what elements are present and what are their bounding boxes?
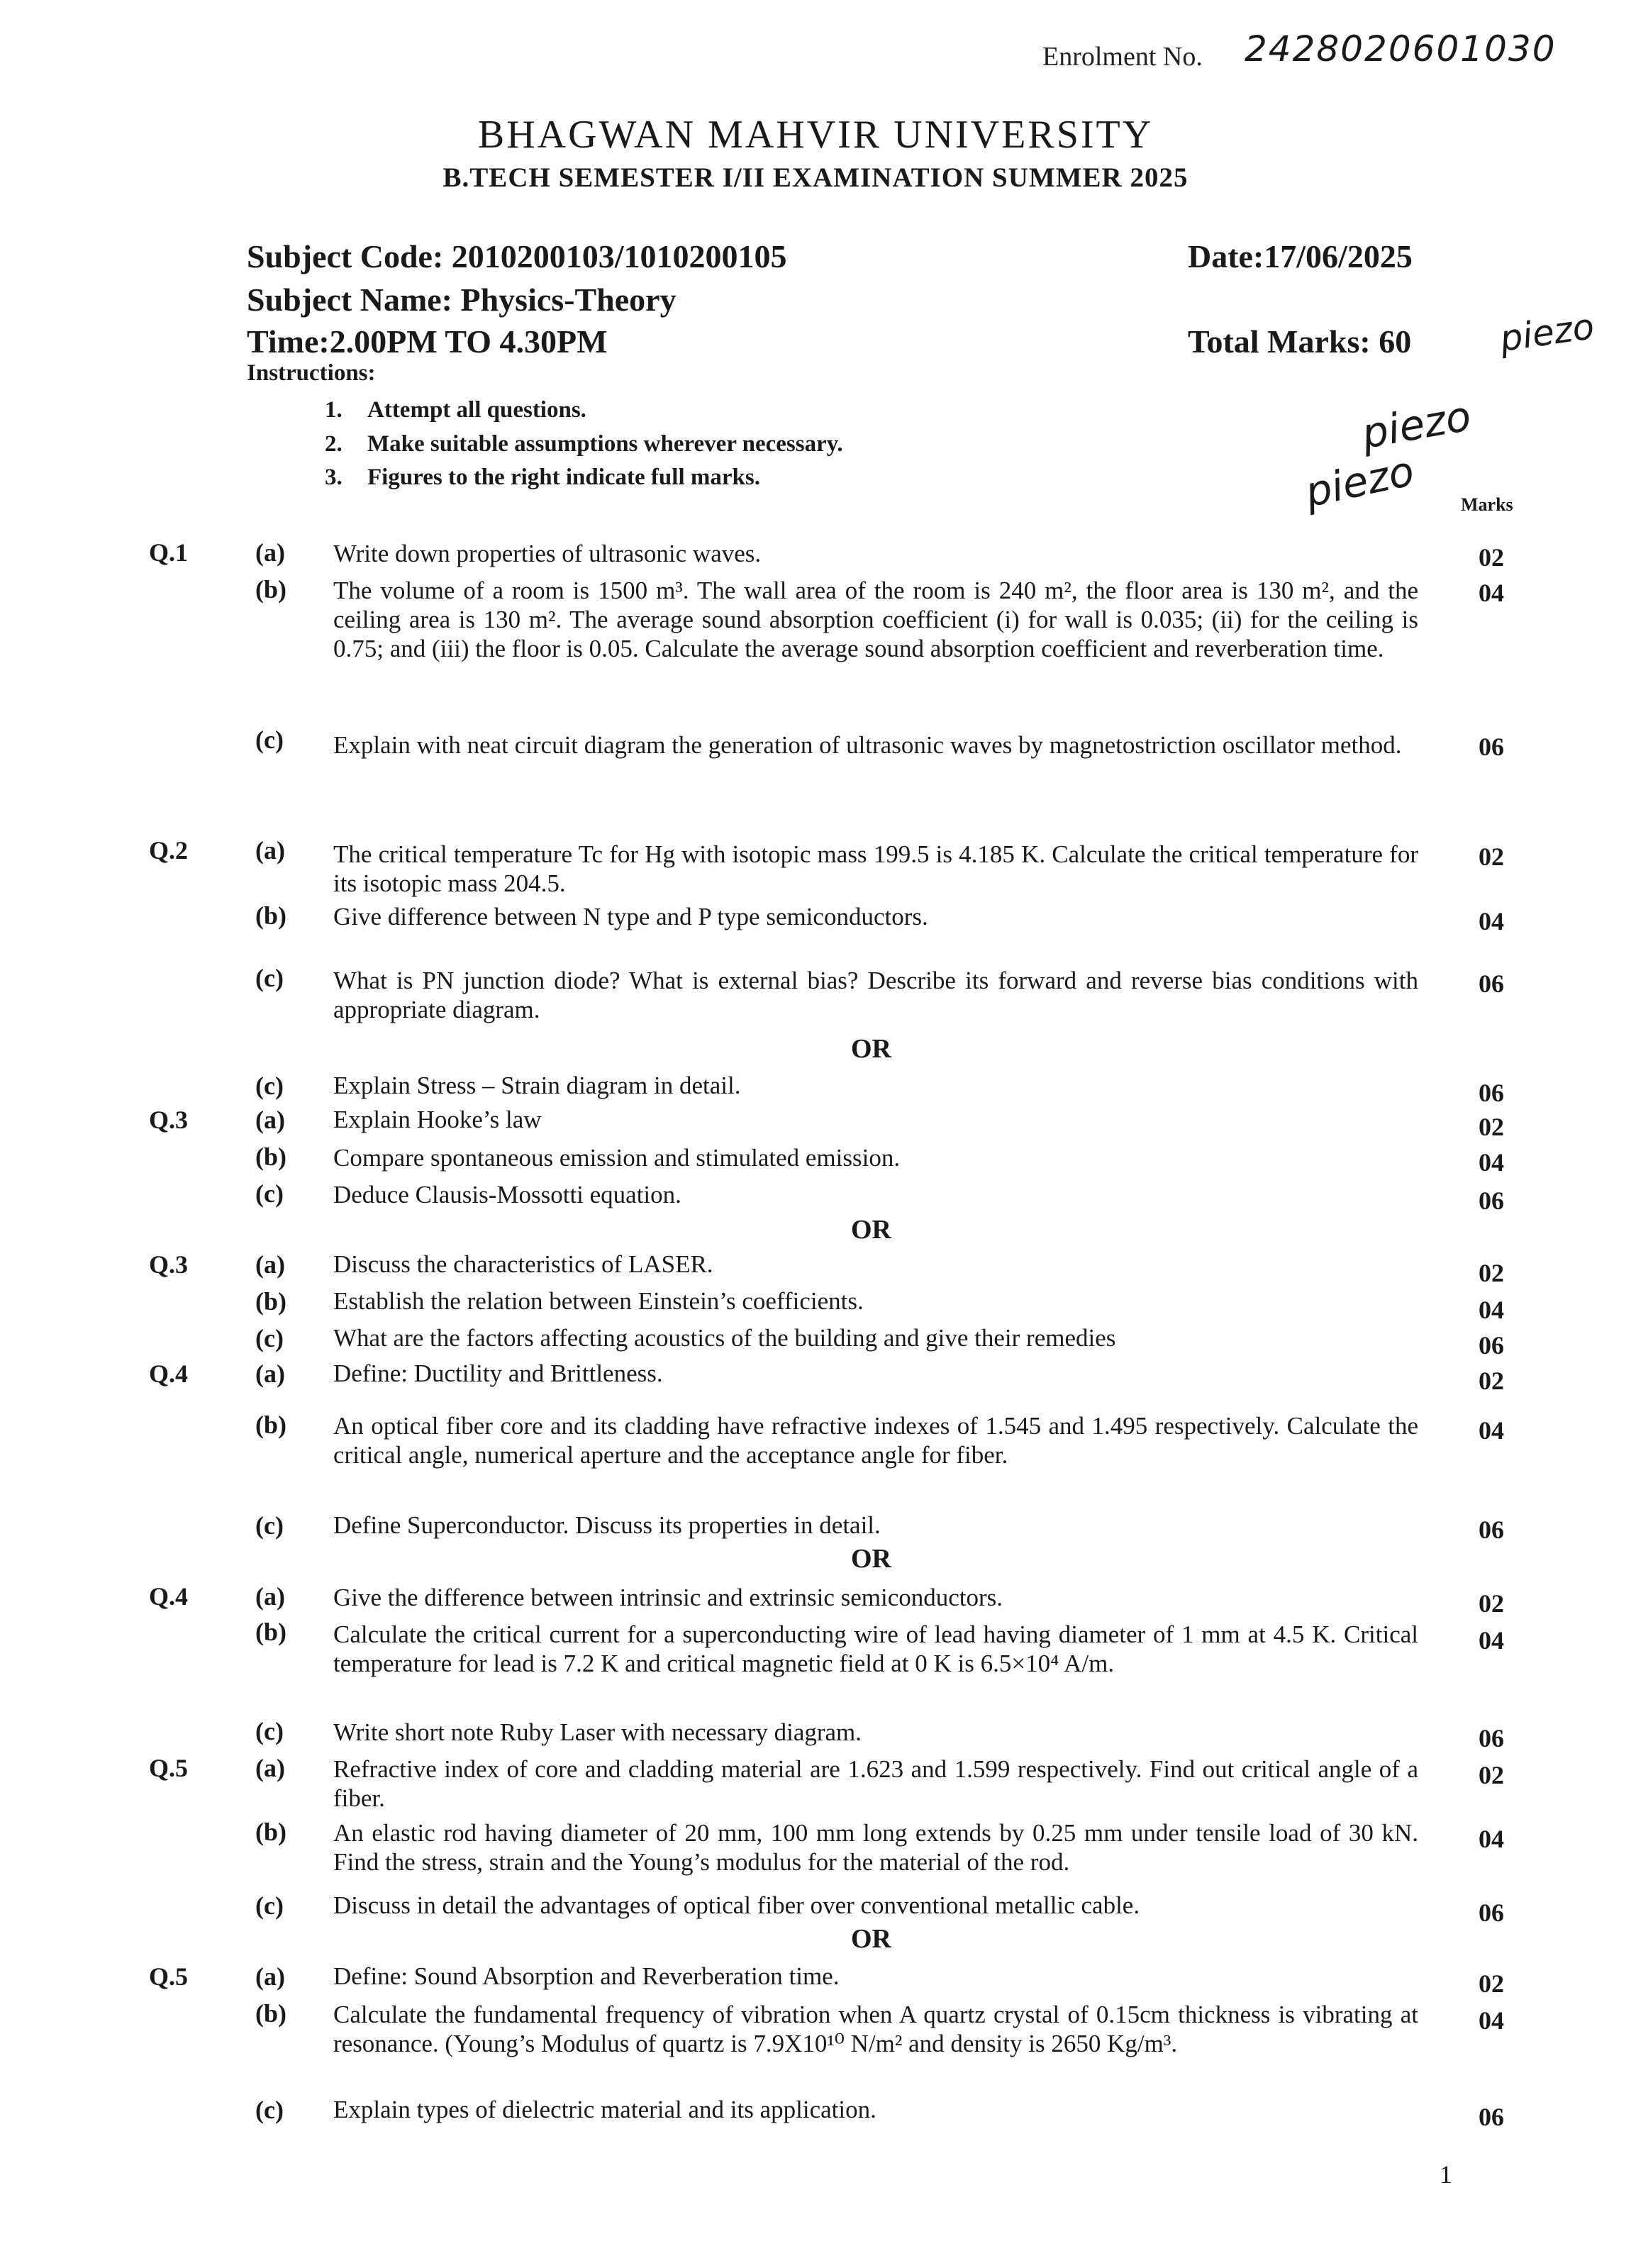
question-text: Define: Ductility and Brittleness.: [333, 1360, 663, 1387]
question-marks: 02: [1479, 1113, 1504, 1141]
question-part: (a): [255, 1754, 285, 1782]
question-text: An optical fiber core and its cladding have refractive indexes of 1.545 and 1.495 respectively. Calculate the critical angle, numerical aperture and the acceptance angle for fiber.: [333, 1412, 1418, 1469]
question-part: (a): [255, 1582, 285, 1611]
question-text: Explain Stress – Strain diagram in detail.: [333, 1072, 741, 1099]
question-part: (b): [255, 1143, 286, 1171]
exam-date: Date:17/06/2025: [1188, 238, 1413, 274]
question-marks: 02: [1479, 1761, 1504, 1789]
question-text: Establish the relation between Einstein’s coefficients.: [333, 1287, 864, 1315]
question-marks: 06: [1479, 1899, 1504, 1927]
question-text: Define: Sound Absorption and Reverberation time.: [333, 1962, 840, 1990]
question-text: Discuss the characteristics of LASER.: [333, 1250, 713, 1278]
or-separator: OR: [851, 1924, 891, 1954]
question-part: (c): [255, 726, 284, 754]
or-separator: OR: [851, 1215, 891, 1245]
question-number: Q.2: [149, 836, 189, 865]
question-marks: 04: [1479, 579, 1504, 607]
subject-code: Subject Code: 2010200103/1010200105: [247, 238, 787, 274]
question-marks: 04: [1479, 1416, 1504, 1445]
question-part: (a): [255, 1962, 285, 1991]
or-separator: OR: [851, 1034, 891, 1064]
question-part: (b): [255, 1999, 286, 2028]
exam-title: B.TECH SEMESTER I/II EXAMINATION SUMMER 2025: [442, 162, 1189, 193]
question-text: The critical temperature Tc for Hg with isotopic mass 199.5 is 4.185 K. Calculate the critical temperature for its isotopic mass 204.5.: [333, 840, 1418, 897]
question-text: Explain types of dielectric material and its application.: [333, 2096, 876, 2123]
page-number: 1: [1440, 2160, 1452, 2189]
question-part: (a): [255, 1106, 285, 1134]
question-marks: 04: [1479, 1296, 1504, 1324]
question-marks: 06: [1479, 1331, 1504, 1360]
question-marks: 06: [1479, 1186, 1504, 1215]
handwritten-note: piezo: [1358, 391, 1475, 458]
question-part: (a): [255, 1360, 285, 1388]
question-part: (c): [255, 1179, 284, 1208]
question-part: (b): [255, 901, 286, 930]
question-marks: 02: [1479, 1969, 1504, 1998]
university-title: BHAGWAN MAHVIR UNIVERSITY: [477, 113, 1154, 157]
total-marks: Total Marks: 60: [1188, 323, 1412, 360]
question-part: (c): [255, 1511, 284, 1540]
question-part: (c): [255, 2096, 284, 2124]
question-part: (c): [255, 964, 284, 992]
question-text: Calculate the fundamental frequency of vibration when A quartz crystal of 0.15cm thickness is vibrating at resonance. (Young’s Modulus of quartz is 7.9X10¹⁰ N/m² and density is 2650 Kg/m³.: [333, 2001, 1418, 2057]
enrolment-label: Enrolment No.: [1042, 42, 1203, 72]
question-marks: 04: [1479, 2006, 1504, 2035]
question-number: Q.4: [149, 1360, 189, 1388]
question-marks: 02: [1479, 1259, 1504, 1287]
question-part: (b): [255, 1287, 286, 1316]
question-text: The volume of a room is 1500 m³. The wall area of the room is 240 m², the floor area is 130 m², and the ceiling area is 130 m². The average sound absorption coefficient (i) for wall is 0.035; (ii) for the ceiling is 0.75; and (iii) the floor is 0.05. Calculate the average sound absorption coefficient and reverberation time.: [333, 577, 1418, 662]
question-part: (c): [255, 1717, 284, 1745]
question-marks: 04: [1479, 1626, 1504, 1655]
question-part: (b): [255, 1411, 286, 1439]
question-part: (a): [255, 836, 285, 865]
question-marks: 04: [1479, 1148, 1504, 1177]
question-number: Q.3: [149, 1250, 189, 1279]
question-text: Compare spontaneous emission and stimulated emission.: [333, 1144, 901, 1172]
question-marks: 02: [1479, 843, 1504, 871]
question-marks: 04: [1479, 1825, 1504, 1853]
instruction-item: 2. Make suitable assumptions wherever necessary.: [325, 431, 843, 457]
question-marks: 06: [1479, 969, 1504, 998]
question-part: (c): [255, 1324, 284, 1352]
question-number: Q.4: [149, 1582, 189, 1611]
question-marks: 02: [1479, 543, 1504, 572]
exam-time: Time:2.00PM TO 4.30PM: [247, 323, 608, 360]
question-marks: 06: [1479, 1724, 1504, 1752]
handwritten-note: piezo: [1301, 446, 1418, 517]
question-part: (c): [255, 1072, 284, 1100]
question-text: Write short note Ruby Laser with necessary diagram.: [333, 1718, 862, 1746]
question-number: Q.5: [149, 1962, 189, 1991]
question-text: Give the difference between intrinsic and extrinsic semiconductors.: [333, 1584, 1003, 1611]
question-text: Explain with neat circuit diagram the generation of ultrasonic waves by magnetostriction oscillator method.: [333, 731, 1402, 759]
question-part: (c): [255, 1891, 284, 1920]
question-marks: 06: [1479, 1079, 1504, 1107]
question-text: What is PN junction diode? What is external bias? Describe its forward and reverse bias conditions with appropriate diagram.: [333, 967, 1418, 1023]
question-text: Explain Hooke’s law: [333, 1106, 542, 1133]
question-number: Q.5: [149, 1754, 189, 1782]
question-text: What are the factors affecting acoustics of the building and give their remedies: [333, 1324, 1116, 1352]
question-part: (b): [255, 1818, 286, 1846]
question-marks: 04: [1479, 907, 1504, 935]
question-text: Give difference between N type and P type semiconductors.: [333, 903, 928, 930]
question-text: Define Superconductor. Discuss its properties in detail.: [333, 1511, 881, 1539]
question-number: Q.1: [149, 538, 189, 567]
question-part: (a): [255, 1250, 285, 1279]
question-number: Q.3: [149, 1106, 189, 1134]
question-text: Write down properties of ultrasonic waves.: [333, 540, 762, 567]
question-text: Calculate the critical current for a superconducting wire of lead having diameter of 1 mm at 4.5 K. Critical temperature for lead is 7.2 K and critical magnetic field at 0 K is 6.5×10⁴ A/m.: [333, 1621, 1418, 1677]
or-separator: OR: [851, 1544, 891, 1574]
question-part: (a): [255, 538, 285, 567]
instructions-title: Instructions:: [247, 360, 376, 386]
marks-column-header: Marks: [1461, 494, 1513, 515]
question-marks: 02: [1479, 1589, 1504, 1618]
question-marks: 06: [1479, 1516, 1504, 1544]
enrolment-number-handwritten: 2428020601030: [1245, 28, 1557, 70]
subject-name: Subject Name: Physics-Theory: [247, 282, 677, 318]
question-marks: 06: [1479, 2103, 1504, 2131]
instruction-item: 3. Figures to the right indicate full marks.: [325, 465, 760, 490]
handwritten-note: piezo: [1497, 306, 1597, 360]
question-part: (b): [255, 575, 286, 604]
question-text: An elastic rod having diameter of 20 mm, 100 mm long extends by 0.25 mm under tensile load of 30 kN. Find the stress, strain and the Young’s modulus for the material of the rod.: [333, 1819, 1418, 1876]
question-text: Refractive index of core and cladding material are 1.623 and 1.599 respectively. Find out critical angle of a fiber.: [333, 1755, 1418, 1812]
question-text: Discuss in detail the advantages of optical fiber over conventional metallic cable.: [333, 1891, 1140, 1919]
question-marks: 02: [1479, 1367, 1504, 1395]
question-text: Deduce Clausis-Mossotti equation.: [333, 1181, 681, 1208]
instruction-item: 1. Attempt all questions.: [325, 397, 586, 423]
question-marks: 06: [1479, 733, 1504, 761]
question-part: (b): [255, 1618, 286, 1646]
